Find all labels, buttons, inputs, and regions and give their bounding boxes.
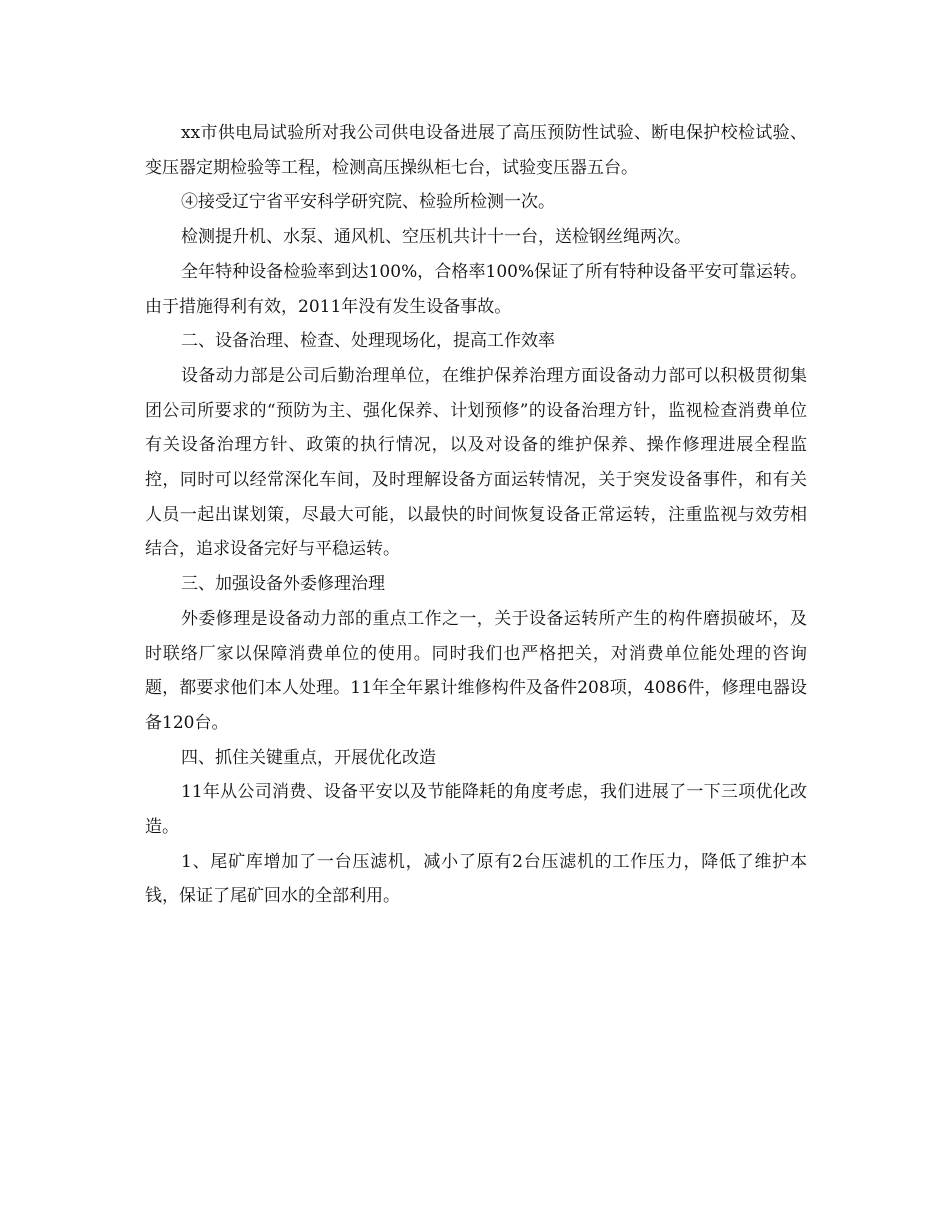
section-heading-2: 二、设备治理、检查、处理现场化，提高工作效率 (181, 331, 555, 352)
paragraph-inspection-item: ④接受辽宁省平安科学研究院、检验所检测一次。 (181, 192, 555, 213)
paragraph-test-report: xx市供电局试验所对我公司供电设备进展了高压预防性试验、断电保护校检试验、变压器定期检验等工程，检测高压操纵柜七台，试验变压器五台。 (145, 123, 807, 178)
paragraph-optimization-item-1: 1、尾矿库增加了一台压滤机，减小了原有2台压滤机的工作压力，降低了维护本钱，保证了尾矿回水的全部利用。 (145, 851, 807, 907)
paragraph-optimization-intro: 11年从公司消费、设备平安以及节能降耗的角度考虑，我们进展了一下三项优化改造。 (145, 782, 807, 838)
paragraph-department-role: 设备动力部是公司后勤治理单位，在维护保养治理方面设备动力部可以积极贯彻集团公司所要求的“预防为主、强化保养、计划预修”的设备治理方针，监视检查消费单位有关设备治理方针、政策的执行情况，以及对设备的维护保养、操作修理进展全程监控，同时可以经常深化车间，及时理解设备方面运转情况，关于突发设备事件，和有关人员一起出谋划策，尽最大可能，以最快的时间恢复设备正常运转，注重监视与效劳相结合，追求设备完好与平稳运转。 (145, 365, 807, 560)
paragraph-inspection-rate: 全年特种设备检验率到达100%，合格率100%保证了所有特种设备平安可靠运转。由于措施得利有效，2011年没有发生设备事故。 (145, 261, 807, 317)
paragraph-equipment-testing: 检测提升机、水泵、通风机、空压机共计十一台，送检钢丝绳两次。 (181, 227, 691, 248)
section-heading-4: 四、抓住关键重点，开展优化改造 (181, 747, 436, 768)
document-body (145, 116, 807, 914)
paragraph-outsourced-repair: 外委修理是设备动力部的重点工作之一，关于设备运转所产生的构件磨损破坏，及时联络厂家以保障消费单位的使用。同时我们也严格把关，对消费单位能处理的咨询题，都要求他们本人处理。11年全年累计维修构件及备件208项，4086件，修理电器设备120台。 (145, 608, 807, 733)
section-heading-3: 三、加强设备外委修理治理 (181, 574, 385, 595)
